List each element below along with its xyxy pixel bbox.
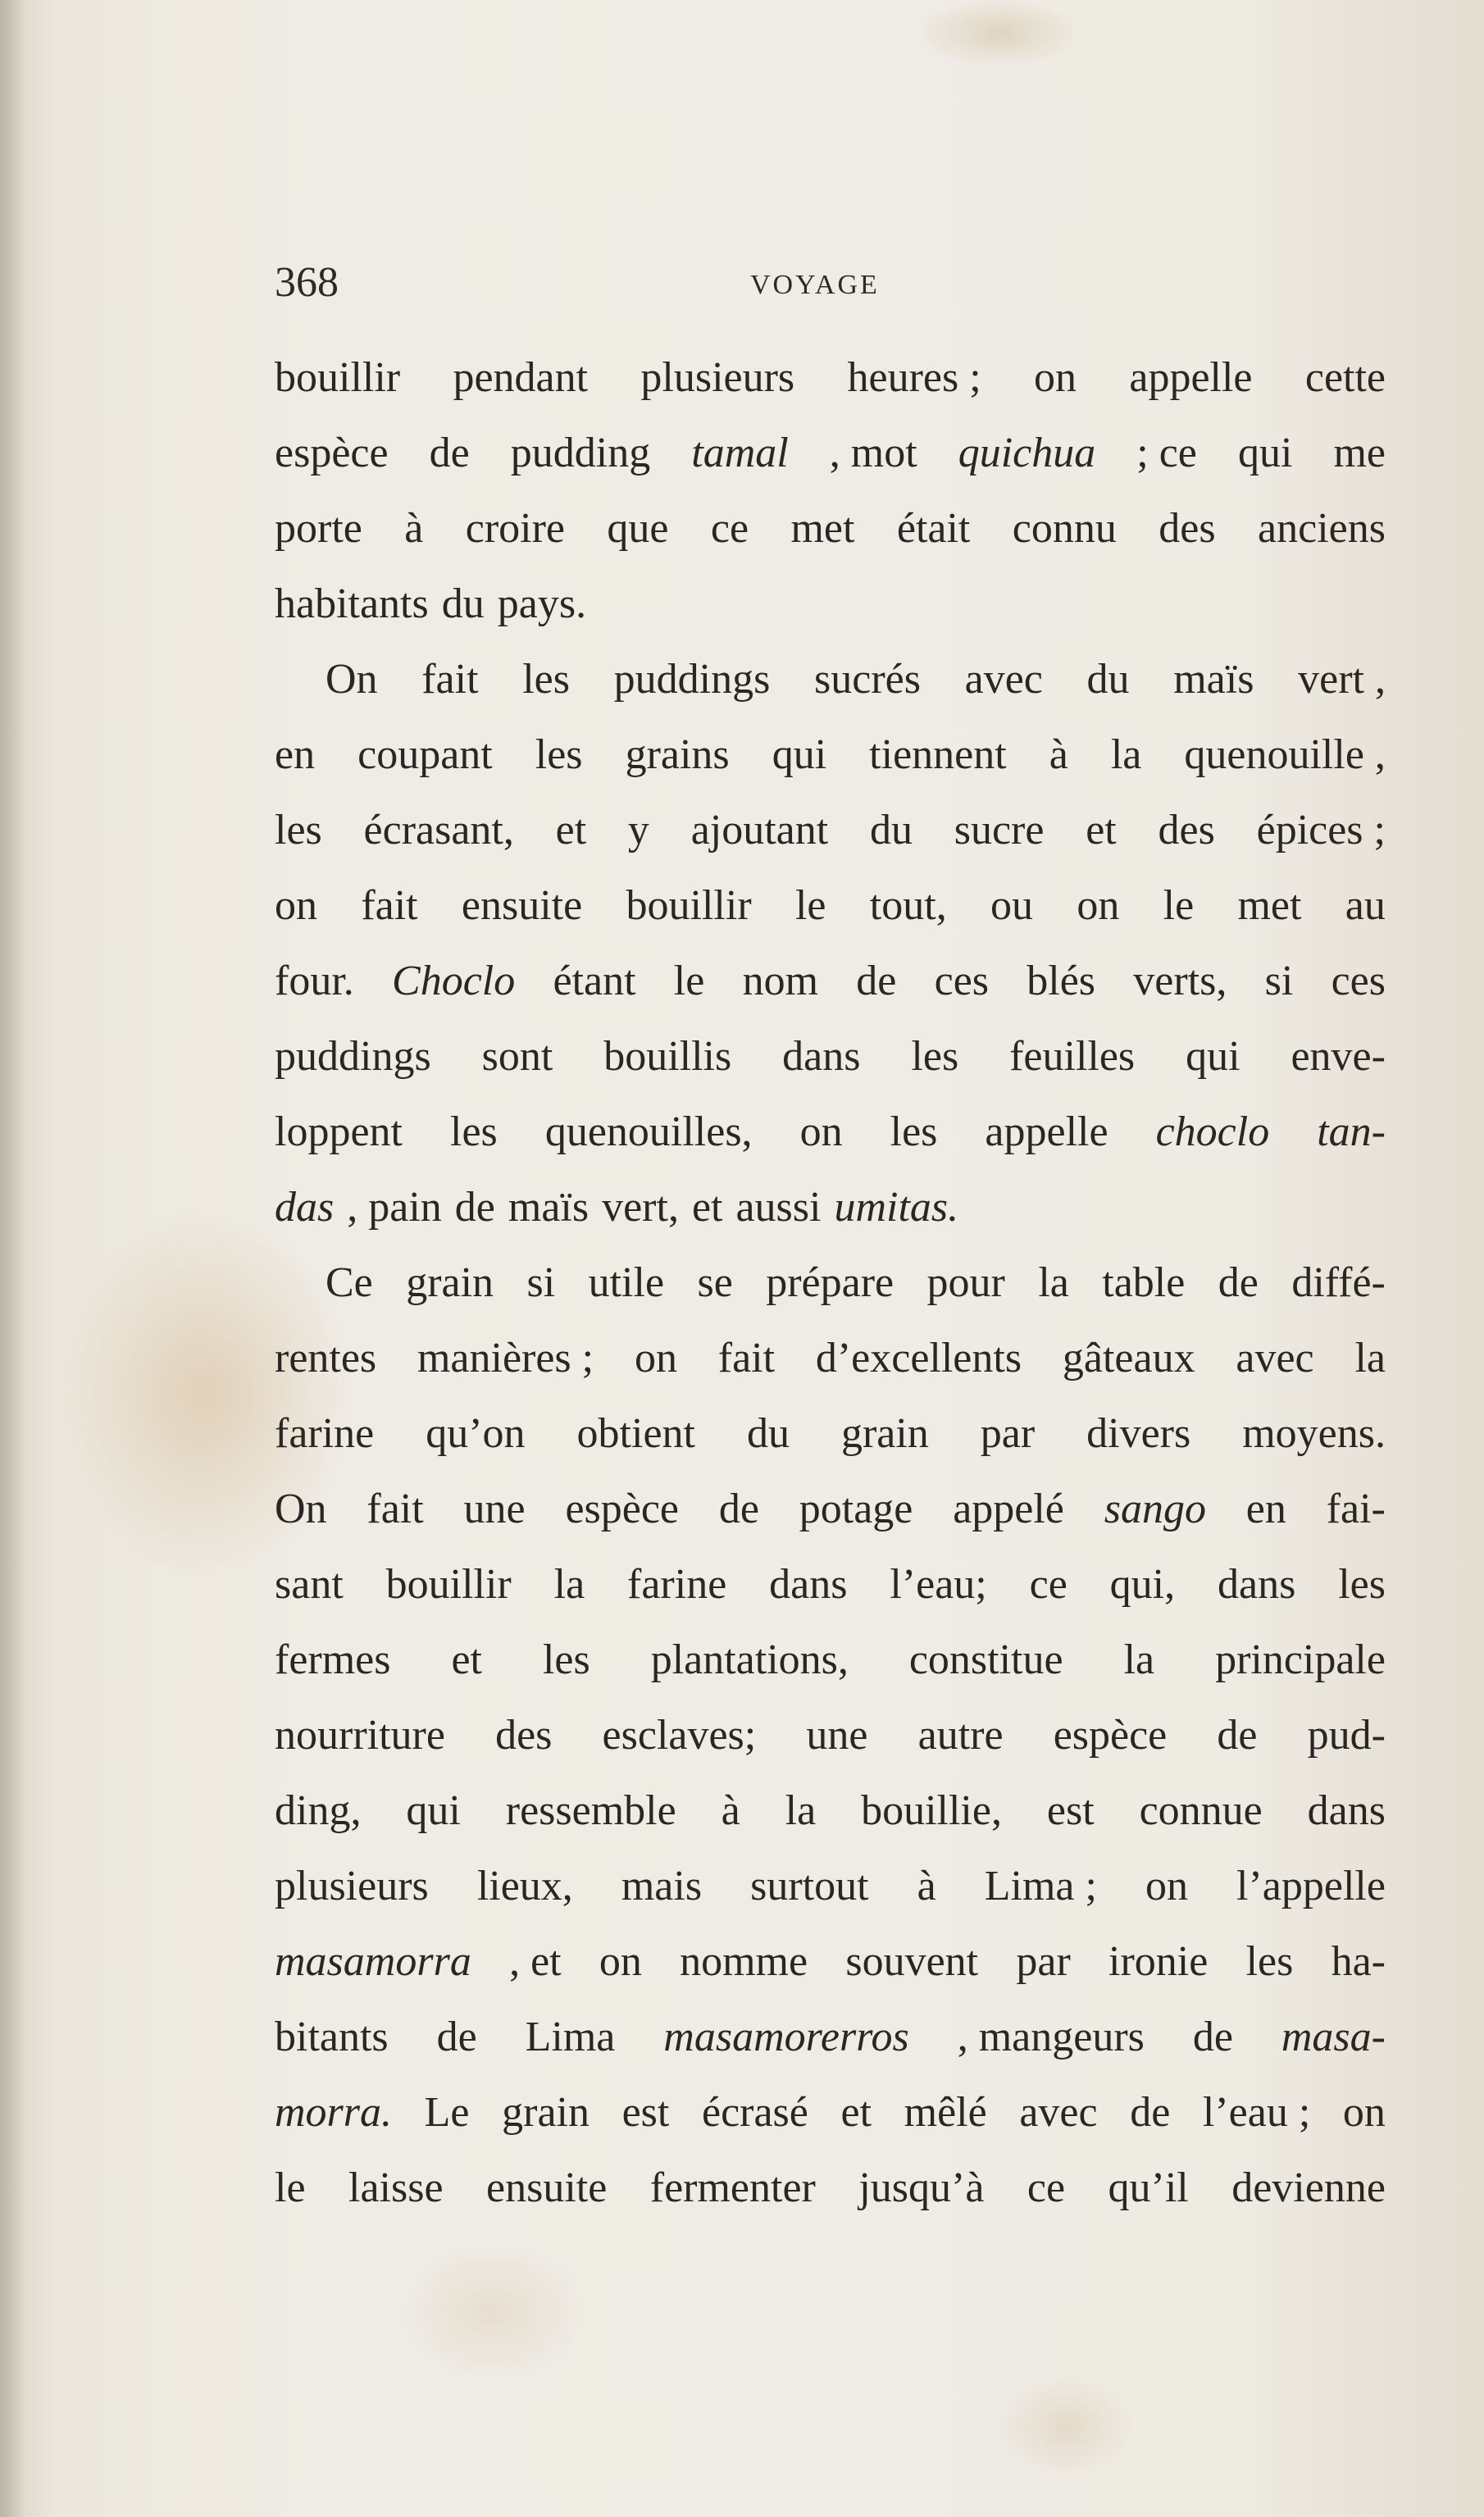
word: , mot (829, 430, 917, 476)
italic-word: morra. (275, 2089, 393, 2136)
word: le (275, 2164, 306, 2211)
word: sucre (954, 807, 1045, 853)
text-line (275, 642, 1386, 717)
word: connue (1139, 1787, 1263, 1834)
word: dans (1307, 1787, 1386, 1834)
word: et (840, 2089, 872, 2136)
word: la (1123, 1636, 1155, 1683)
text-line (275, 1170, 1386, 1245)
word: habitants (275, 580, 429, 627)
word: avec (964, 656, 1043, 703)
word: tout, (869, 882, 947, 929)
word: et (1086, 807, 1117, 853)
word: à (917, 1863, 936, 1909)
word: bouillis (603, 1033, 732, 1080)
word: vert, (602, 1184, 679, 1231)
text-line (275, 868, 1386, 944)
word: rentes (275, 1335, 377, 1381)
word: grain (406, 1259, 494, 1306)
word: écrasant, (363, 807, 514, 853)
word: en (275, 731, 316, 778)
word: fait (717, 1335, 776, 1381)
page-gutter-shadow (0, 0, 25, 2517)
word: verts, (1133, 958, 1227, 1004)
word: grains (625, 731, 730, 778)
word: d’excellents (815, 1335, 1022, 1381)
word: avec (1236, 1335, 1314, 1381)
word: devienne (1231, 2164, 1386, 2211)
word: nomme (680, 1938, 808, 1985)
italic-word: tan- (1317, 1108, 1386, 1155)
word: des (1158, 807, 1215, 853)
word: appelle (1129, 354, 1253, 401)
word: ce (1029, 1561, 1067, 1608)
word: dans (1217, 1561, 1296, 1608)
word: plusieurs (640, 354, 795, 401)
word: fermenter (649, 2164, 816, 2211)
word: du (441, 580, 485, 627)
word: lieux, (476, 1863, 573, 1909)
word: la (553, 1561, 585, 1608)
word: sant (275, 1561, 344, 1608)
word: ou (990, 882, 1034, 929)
word: Ce (325, 1259, 373, 1306)
word: pendant (453, 354, 589, 401)
word: utile (588, 1259, 665, 1306)
word: du (746, 1410, 790, 1457)
word: ces (1331, 958, 1386, 1004)
word: fai- (1326, 1486, 1386, 1532)
word: mais (621, 1863, 703, 1909)
word: est (1046, 1787, 1095, 1834)
word: On (325, 656, 378, 703)
text-line (275, 1547, 1386, 1623)
word: le (794, 882, 826, 929)
word: , pain (347, 1184, 442, 1231)
word: les (890, 1108, 938, 1155)
page-number: 368 (275, 259, 339, 306)
word: appelé (953, 1486, 1064, 1532)
text-line (275, 1472, 1386, 1547)
word: qui, (1109, 1561, 1176, 1608)
word: à (404, 505, 424, 552)
word: ensuite (486, 2164, 608, 2211)
word: le (1163, 882, 1195, 929)
word: connu (1012, 505, 1117, 552)
word: bouillir (275, 354, 401, 401)
word: constitue (908, 1636, 1063, 1683)
word: met (790, 505, 855, 552)
word: espèce (565, 1486, 679, 1532)
text-line (275, 340, 1386, 416)
word: de (1217, 1712, 1258, 1759)
word: loppent (275, 1108, 403, 1155)
word: bouillir (385, 1561, 512, 1608)
word: fait (361, 882, 418, 929)
word: manières ; (417, 1335, 594, 1381)
word: maïs (508, 1184, 590, 1231)
word: ironie (1108, 1938, 1209, 1985)
word: qui (1237, 430, 1293, 476)
word: Le (424, 2089, 470, 2136)
text-line (275, 1698, 1386, 1773)
word: nom (742, 958, 819, 1004)
text-line (275, 491, 1386, 567)
word: on (599, 1938, 642, 1985)
word: fermes (275, 1636, 391, 1683)
word: le (673, 958, 705, 1004)
word: la (1110, 731, 1142, 778)
word: anciens (1258, 505, 1386, 552)
word: plusieurs (275, 1863, 429, 1909)
word: vert , (1298, 656, 1386, 703)
word: l’eau ; (1202, 2089, 1311, 2136)
word: esclaves; (602, 1712, 757, 1759)
text-line (275, 416, 1386, 491)
word: grain (840, 1410, 929, 1457)
word: ce (710, 505, 749, 552)
word: ce (1027, 2164, 1066, 2211)
word: et (555, 807, 587, 853)
text-line (275, 944, 1386, 1019)
italic-word: sango (1104, 1486, 1206, 1532)
word: croire (465, 505, 565, 552)
word: quenouilles, (544, 1108, 753, 1155)
word: à (721, 1787, 740, 1834)
word: laisse (348, 2164, 444, 2211)
word: on (275, 882, 317, 929)
word: de (454, 1184, 495, 1231)
word: du (869, 807, 913, 853)
word: feuilles (1009, 1033, 1136, 1080)
word: four. (275, 958, 354, 1004)
word: au (1345, 882, 1386, 929)
word: écrasé (701, 2089, 808, 2136)
word: une (463, 1486, 526, 1532)
text-line (275, 567, 1386, 642)
word: jusqu’à (858, 2164, 985, 2211)
word: en (1245, 1486, 1286, 1532)
word: met (1237, 882, 1302, 929)
word: sucrés (814, 656, 921, 703)
page-header (275, 254, 1390, 312)
word: des (495, 1712, 553, 1759)
word: les (522, 656, 570, 703)
word: avec (1019, 2089, 1098, 2136)
word: sont (481, 1033, 553, 1080)
word: plantations, (650, 1636, 849, 1683)
word: ding, (275, 1787, 362, 1834)
word: on (799, 1108, 843, 1155)
text-line (275, 1245, 1386, 1321)
word: étant (553, 958, 636, 1004)
word: divers (1086, 1410, 1191, 1457)
word: on (1077, 882, 1120, 929)
word: bouillie, (861, 1787, 1002, 1834)
word: bouillir (626, 882, 752, 929)
text-line (275, 793, 1386, 868)
word: espèce (275, 430, 389, 476)
word: farine (627, 1561, 727, 1608)
word: de (1130, 2089, 1171, 2136)
word: de (436, 2014, 477, 2060)
word: surtout (750, 1863, 869, 1909)
italic-word: masa- (1281, 2014, 1386, 2060)
word: par (1016, 1938, 1071, 1985)
word: gâteaux (1062, 1335, 1195, 1381)
word: de (429, 430, 470, 476)
word: Lima ; (984, 1863, 1097, 1909)
text-line (275, 1019, 1386, 1095)
word: des (1159, 505, 1216, 552)
italic-word: Choclo (392, 958, 516, 1004)
word: de (1218, 1259, 1259, 1306)
word: blés (1027, 958, 1096, 1004)
word: y (627, 807, 649, 853)
word: les (1245, 1938, 1294, 1985)
word: de (718, 1486, 759, 1532)
word: table (1102, 1259, 1186, 1306)
word: grain (502, 2089, 590, 2136)
italic-word: quichua (958, 430, 1096, 476)
italic-word: choclo (1155, 1108, 1270, 1155)
word: coupant (357, 731, 493, 778)
word: les (275, 807, 322, 853)
word: on (1342, 2089, 1386, 2136)
word: enve- (1291, 1033, 1386, 1080)
word: se (697, 1259, 733, 1306)
word: espèce (1053, 1712, 1168, 1759)
text-line (275, 2151, 1386, 2226)
text-line (275, 1321, 1386, 1396)
word: puddings (275, 1033, 431, 1080)
text-line (275, 1849, 1386, 1924)
word: pays. (497, 580, 587, 627)
word: de (1192, 2014, 1233, 2060)
text-line (275, 1773, 1386, 1849)
word: l’appelle (1236, 1863, 1386, 1909)
body-text (275, 340, 1386, 2226)
word: et (451, 1636, 482, 1683)
word: la (785, 1787, 817, 1834)
word: si (526, 1259, 556, 1306)
word: , et (509, 1938, 562, 1985)
word: Lima (525, 2014, 616, 2060)
word: autre (917, 1712, 1004, 1759)
word: nourriture (275, 1712, 445, 1759)
italic-word: masamorra (275, 1938, 471, 1985)
word: dans (782, 1033, 861, 1080)
word: fait (421, 656, 479, 703)
word: qui (406, 1787, 461, 1834)
word: ha- (1331, 1938, 1386, 1985)
text-line (275, 2075, 1386, 2151)
word: les (1338, 1561, 1386, 1608)
word: puddings (613, 656, 771, 703)
text-line (275, 1924, 1386, 2000)
word: cette (1304, 354, 1386, 401)
word: une (806, 1712, 868, 1759)
word: épices ; (1256, 807, 1386, 853)
word: principale (1215, 1636, 1386, 1683)
word: ces (934, 958, 990, 1004)
text-line (275, 1396, 1386, 1472)
word: était (896, 505, 971, 552)
word: qu’il (1108, 2164, 1189, 2211)
word: les (450, 1108, 498, 1155)
text-line (275, 2000, 1386, 2075)
word: potage (799, 1486, 913, 1532)
word: pud- (1307, 1712, 1386, 1759)
word: à (1049, 731, 1068, 778)
word: aussi (735, 1184, 822, 1231)
text-line (275, 1623, 1386, 1698)
word: qu’on (426, 1410, 526, 1457)
italic-word: masamorerros (663, 2014, 909, 2060)
word: par (980, 1410, 1036, 1457)
italic-word: umitas. (834, 1184, 959, 1231)
word: les (542, 1636, 590, 1683)
word: ressemble (505, 1787, 676, 1834)
word: on (634, 1335, 677, 1381)
word: moyens. (1242, 1410, 1386, 1457)
word: et (691, 1184, 723, 1231)
word: que (607, 505, 669, 552)
word: obtient (576, 1410, 695, 1457)
word: dans (769, 1561, 848, 1608)
word: , mangeurs (957, 2014, 1145, 2060)
word: la (1354, 1335, 1386, 1381)
word: mêlé (904, 2089, 987, 2136)
text-line (275, 717, 1386, 793)
running-head: VOYAGE (750, 270, 880, 300)
word: si (1264, 958, 1294, 1004)
word: l’eau; (890, 1561, 987, 1608)
word: ; ce (1136, 430, 1197, 476)
word: quenouille , (1184, 731, 1386, 778)
word: du (1086, 656, 1130, 703)
word: ensuite (461, 882, 583, 929)
word: qui (1186, 1033, 1240, 1080)
word: On (275, 1486, 327, 1532)
word: bitants (275, 2014, 389, 2060)
word: heures ; (847, 354, 981, 401)
word: diffé- (1291, 1259, 1386, 1306)
word: qui (772, 731, 827, 778)
italic-word: tamal (691, 430, 789, 476)
word: porte (275, 505, 362, 552)
word: la (1038, 1259, 1069, 1306)
italic-word: das (275, 1184, 335, 1231)
word: tiennent (869, 731, 1007, 778)
text-line (275, 1095, 1386, 1170)
word: pudding (510, 430, 651, 476)
word: ajoutant (690, 807, 829, 853)
word: on (1145, 1863, 1188, 1909)
word: pour (926, 1259, 1005, 1306)
word: maïs (1173, 656, 1254, 703)
word: souvent (845, 1938, 979, 1985)
word: de (856, 958, 897, 1004)
word: fait (366, 1486, 424, 1532)
word: farine (275, 1410, 375, 1457)
word: on (1034, 354, 1077, 401)
word: les (911, 1033, 959, 1080)
word: les (535, 731, 583, 778)
word: me (1333, 430, 1386, 476)
word: appelle (985, 1108, 1108, 1155)
word: prépare (766, 1259, 894, 1306)
word: est (621, 2089, 670, 2136)
